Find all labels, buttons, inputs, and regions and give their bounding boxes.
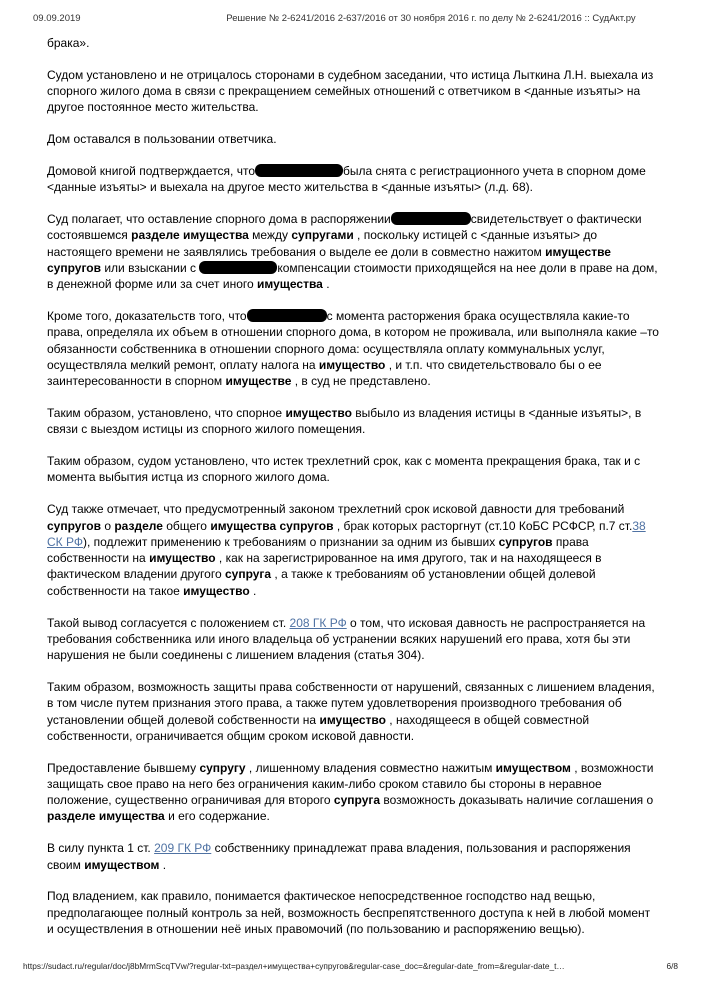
highlighted-search-term: супругов [47,518,101,533]
text-run: , лишенному владения совместно нажитым [245,760,496,775]
text-run: Суд полагает, что оставление спорного дома в распоряжении [47,212,391,227]
text-run: , возможности защищать свое право на него без ограничения каким-либо сроком ставило бы стороны в неравное положение, существенно ограничивая для второго [47,760,654,808]
text-run: , брак которых расторгнут (ст.10 КоБС РСФСР, п.7 ст. [333,518,633,533]
text-run: Таким образом, судом установлено, что истек трехлетний срок, как с момента прекращения брака, так и с момента выбытия истца из спорного жилого дома. [47,454,641,485]
highlighted-search-term: имущество [183,583,250,598]
text-run: . [249,583,257,598]
text-run: , в суд не представлено. [291,374,431,389]
text-run: . [159,857,167,872]
text-run: и его содержание. [164,809,270,824]
footer-page-number: 6/8 [666,961,678,971]
print-header-date: 09.09.2019 [33,13,81,24]
text-run: , находящееся в общей совместной собственности, ограничивается общим сроком исковой давности. [47,712,590,743]
text-run: была снята с регистрационного учета в спорном доме <данные изъяты> и выехала на другое место жительства в <данные изъяты> (л.д. 68). [47,163,646,195]
highlighted-search-term: имущества супругов [210,518,334,533]
paragraph-2 [47,67,660,116]
text-run: Таким образом, установлено, что спорное [47,406,286,421]
text-run: Такой вывод согласуется с положением ст. [47,615,290,630]
redaction-bar [199,261,277,274]
highlighted-search-term: супругу [199,760,246,775]
text-run: общего [162,518,211,533]
text-run: . [322,277,330,292]
text-run: о [101,518,115,533]
highlighted-search-term: разделе имущества [47,809,165,824]
highlighted-search-term: имущество [318,357,386,372]
paragraph-5 [47,211,660,292]
text-run: Таким образом, возможность защиты права собственности от нарушений, связанных с лишением владения, в том числе путем признания этого права, а также путем удовлетворения производного требования об установлении общей долевой собственности на [47,679,655,727]
print-header [33,13,674,24]
redaction-bar [391,212,471,225]
text-run: Под владением, как правило, понимается фактическое непосредственное господство над вещью, предполагающее полный контроль за ней, возможность беспрепятственного доступа к ней в любой момент и осуществления в отношении неё иных правомочий (по пользованию и распоряжению вещью). [47,889,651,936]
text-run: , поскольку истицей с <данные изъяты> до настоящего времени не заявлялись требования о выделе ее доли в совместно нажитом [47,228,597,259]
statute-link[interactable]: 208 ГК РФ [289,615,347,630]
text-run: компенсации стоимости приходящейся на нее доли в праве на дом, в денежной форме или за счет иного [47,260,658,292]
highlighted-search-term: супруга [333,793,381,808]
highlighted-search-term: супругов [498,534,553,549]
highlighted-search-term: имущества [257,277,323,292]
text-run: о том, что исковая давность не распространяется на требования собственника или иного владельца об устранении всяких нарушений его права, хотя бы эти нарушения не были соединены с лишением владения (статья 304). [47,615,646,663]
statute-link[interactable]: 38 СК РФ [47,518,646,549]
paragraph-11 [47,679,660,744]
highlighted-search-term: имущество [149,551,216,566]
text-run: , и т.п. что свидетельствовало бы о ее заинтересованности в спорном [47,357,602,389]
text-run: Суд также отмечает, что предусмотренный законом трехлетний срок исковой давности для требований [47,502,625,517]
highlighted-search-term: супругами [291,228,354,243]
highlighted-search-term: разделе [114,518,163,533]
redaction-bar [247,309,327,322]
highlighted-search-term: имущество [285,406,352,421]
document-body [47,35,660,953]
paragraph-9 [47,501,660,599]
paragraph-13 [47,840,660,873]
text-run: собственнику принадлежат права владения, пользования и распоряжения своим [47,841,631,872]
paragraph-3 [47,131,660,147]
print-footer [23,961,678,971]
highlighted-search-term: имущество [319,712,386,727]
paragraph-12 [47,760,660,825]
text-run: свидетельствует о фактически состоявшемся [47,212,642,243]
paragraph-14 [47,888,660,937]
paragraph-7 [47,405,660,438]
paragraph-1 [47,35,660,51]
redaction-bar [255,164,343,177]
text-run: или взыскании с [101,260,200,275]
text-run: выбыло из владения истицы в <данные изъяты>, в связи с выездом истицы из спорного жилого помещения. [47,406,642,437]
text-run: Дом оставался в пользовании ответчика. [47,132,277,147]
highlighted-search-term: разделе имущества [131,228,249,243]
text-run: , а также к требованиям об установлении общей долевой собственности на такое [47,567,596,598]
highlighted-search-term: имуществом [84,857,160,872]
text-run: , как на зарегистрированное на имя другого, так и на находящееся в фактическом владении другого [47,551,602,582]
highlighted-search-term: имуществе супругов [47,244,611,275]
print-header-title: Решение № 2-6241/2016 2-637/2016 от 30 ноября 2016 г. по делу № 2-6241/2016 :: СудАкт.ру [226,13,636,24]
text-run: Судом установлено и не отрицалось сторонами в судебном заседании, что истица Лыткина Л.Н. выехала из спорного жилого дома в связи с прекращением семейных отношений с ответчиком в <данные изъяты> на другое постоянное место жительства. [47,67,654,115]
text-run: возможность доказывать наличие соглашения о [380,793,654,808]
footer-source-url: https://sudact.ru/regular/doc/j8bMrmScqTVw/?regular-txt=раздел+имущества+супругов&regular-case_doc=&regular-date_from=&regular-date_t… [23,961,565,971]
text-run: права собственности на [47,534,589,566]
text-run: В силу пункта 1 ст. [47,841,155,856]
highlighted-search-term: имуществе [225,374,292,389]
paragraph-6 [47,308,660,389]
highlighted-search-term: имуществом [495,760,571,775]
text-run: Домовой книгой подтверждается, что [47,163,256,178]
paragraph-4 [47,163,660,196]
highlighted-search-term: супруга [224,567,272,582]
paragraph-8 [47,453,660,486]
text-run: Предоставление бывшему [47,760,200,775]
text-run: с момента расторжения брака осуществляла какие-то права, определяла их объем в отношении спорного дома, в котором не проживала, или выполняла какие –то обязанности собственника в отношении спорного дома: осуществляла оплату коммунальных услуг, осуществляла мелкий ремонт, оплату налога на [47,309,659,372]
text-run: между [248,228,292,243]
text-run: Кроме того, доказательств того, что [47,309,247,324]
text-run: брака». [47,36,90,50]
statute-link[interactable]: 209 ГК РФ [154,841,212,856]
paragraph-10 [47,615,660,664]
text-run: ), подлежит применению к требованиям о признании за одним из бывших [82,534,499,549]
